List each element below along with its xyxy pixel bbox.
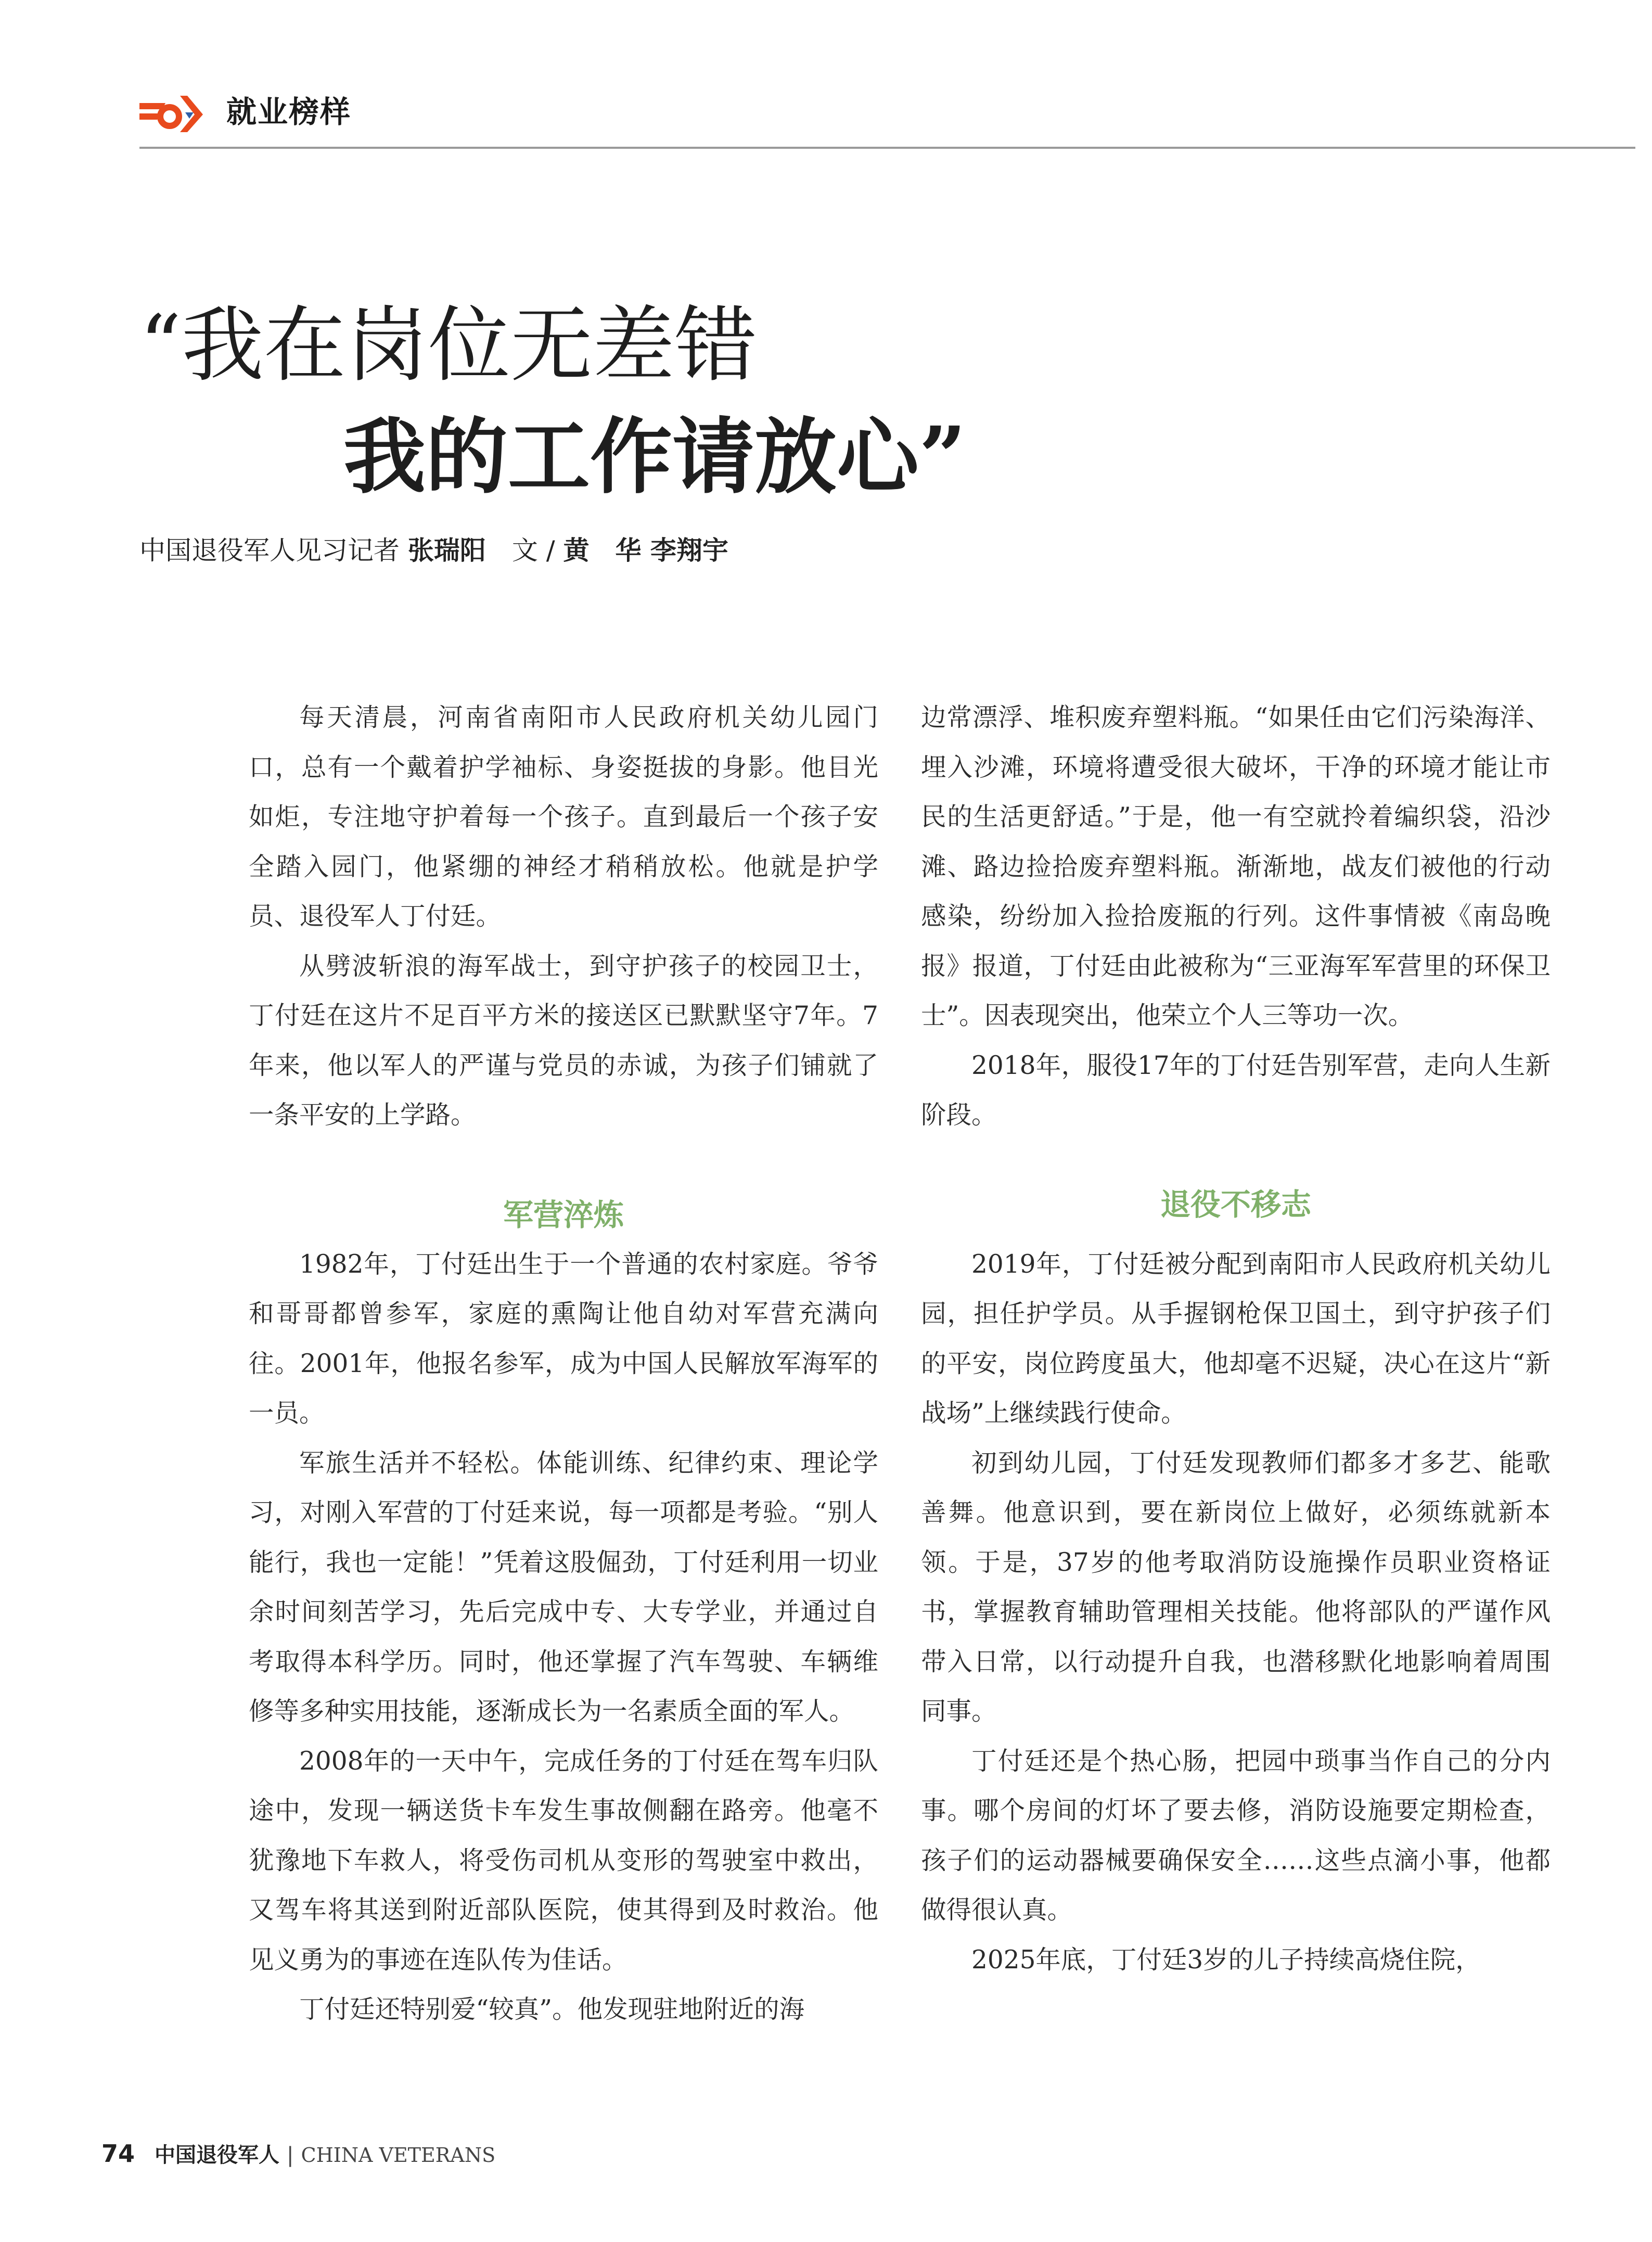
byline-reporter: 张瑞阳 — [407, 535, 486, 566]
article-title-line2: 我的工作请放心” — [343, 409, 966, 505]
paragraph: 2018年，服役17年的丁付廷告别军营，走向人生新阶段。 — [921, 1050, 1551, 1130]
paragraph: 丁付廷还是个热心肠，把园中琐事当作自己的分内事。哪个房间的灯坏了要去修，消防设施要定期检查，孩子们的运动器械要确保安全……这些点滴小事，他都做得很认真。 — [921, 1746, 1551, 1925]
veterans-magazine-logo-icon — [139, 92, 203, 133]
paragraph: 2019年，丁付廷被分配到南阳市人民政府机关幼儿园，担任护学员。从手握钢枪保卫国土，到守护孩子们的平安，岗位跨度虽大，他却毫不迟疑，决心在这片“新战场”上继续践行使命。 — [921, 1249, 1551, 1428]
magazine-name-cn: 中国退役军人 — [155, 2143, 280, 2167]
paragraph: 每天清晨，河南省南阳市人民政府机关幼儿园门口，总有一个戴着护学袖标、身姿挺拔的身影。他目光如炬，专注地守护着每一个孩子。直到最后一个孩子安全踏入园门，他紧绷的神经才稍稍放松。他就是护学员、退役军人丁付廷。 — [249, 703, 878, 931]
byline-authors: 黄 华 李翔宇 — [563, 535, 728, 566]
article-column-right — [921, 693, 1551, 1985]
paragraph: 初到幼儿园，丁付廷发现教师们都多才多艺、能歌善舞。他意识到，要在新岗位上做好，必须练就新本领。于是，37岁的他考取消防设施操作员职业资格证书，掌握教育辅助管理相关技能。他将部队的严谨作风带入日常，以行动提升自我，也潜移默化地影响着周围同事。 — [921, 1448, 1551, 1726]
paragraph: 2008年的一天中午，完成任务的丁付廷在驾车归队途中，发现一辆送货卡车发生事故侧翻在路旁。他毫不犹豫地下车救人，将受伤司机从变形的驾驶室中救出，又驾车将其送到附近部队医院，使其得到及时救治。他见义勇为的事迹在连队传为佳话。 — [249, 1746, 878, 1975]
subheading-military-training: 军营淬炼 — [503, 1197, 624, 1233]
article-title-line1: “我在岗位无差错 — [139, 298, 757, 393]
header-divider — [139, 147, 1635, 149]
byline-prefix: 中国退役军人见习记者 — [139, 535, 408, 566]
article-column-left — [249, 693, 878, 2035]
paragraph: 2025年底，丁付廷3岁的儿子持续高烧住院， — [971, 1945, 1481, 1975]
paragraph: 军旅生活并不轻松。体能训练、纪律约束、理论学习，对刚入军营的丁付廷来说，每一项都是考验。“别人能行，我也一定能！”凭着这股倔劲，丁付廷利用一切业余时间刻苦学习，先后完成中专、大专学业，并通过自考取得本科学历。同时，他还掌握了汽车驾驶、车辆维修等多种实用技能，逐渐成长为一名素质全面的军人。 — [249, 1448, 878, 1726]
paragraph: 丁付廷还特别爱“较真”。他发现驻地附近的海 — [299, 1995, 805, 2024]
section-title: 就业榜样 — [226, 94, 352, 130]
paragraph: 1982年，丁付廷出生于一个普通的农村家庭。爷爷和哥哥都曾参军，家庭的熏陶让他自幼对军营充满向往。2001年，他报名参军，成为中国人民解放军海军的一员。 — [249, 1249, 878, 1428]
subheading-retired-resolve: 退役不移志 — [1160, 1186, 1311, 1222]
byline-text-label: 文 / — [485, 535, 564, 566]
paragraph-continued: 边常漂浮、堆积废弃塑料瓶。“如果任由它们污染海洋、埋入沙滩，环境将遭受很大破坏，干净的环境才能让市民的生活更舒适。”于是，他一有空就拎着编织袋，沿沙滩、路边捡拾废弃塑料瓶。渐渐地，战友们被他的行动感染，纷纷加入捡拾废瓶的行列。这件事情被《南岛晚报》报道，丁付廷由此被称为“三亚海军军营里的环保卫士”。因表现突出，他荣立个人三等功一次。 — [921, 703, 1551, 1030]
page-number: 74 — [101, 2139, 135, 2168]
footer-separator: | — [287, 2143, 294, 2167]
page-footer — [101, 2138, 495, 2168]
byline — [139, 530, 728, 567]
paragraph: 从劈波斩浪的海军战士，到守护孩子的校园卫士，丁付廷在这片不足百平方米的接送区已默默坚守7年。7年来，他以军人的严谨与党员的赤诚，为孩子们铺就了一条平安的上学路。 — [249, 951, 878, 1130]
magazine-name-en: CHINA VETERANS — [301, 2144, 496, 2167]
